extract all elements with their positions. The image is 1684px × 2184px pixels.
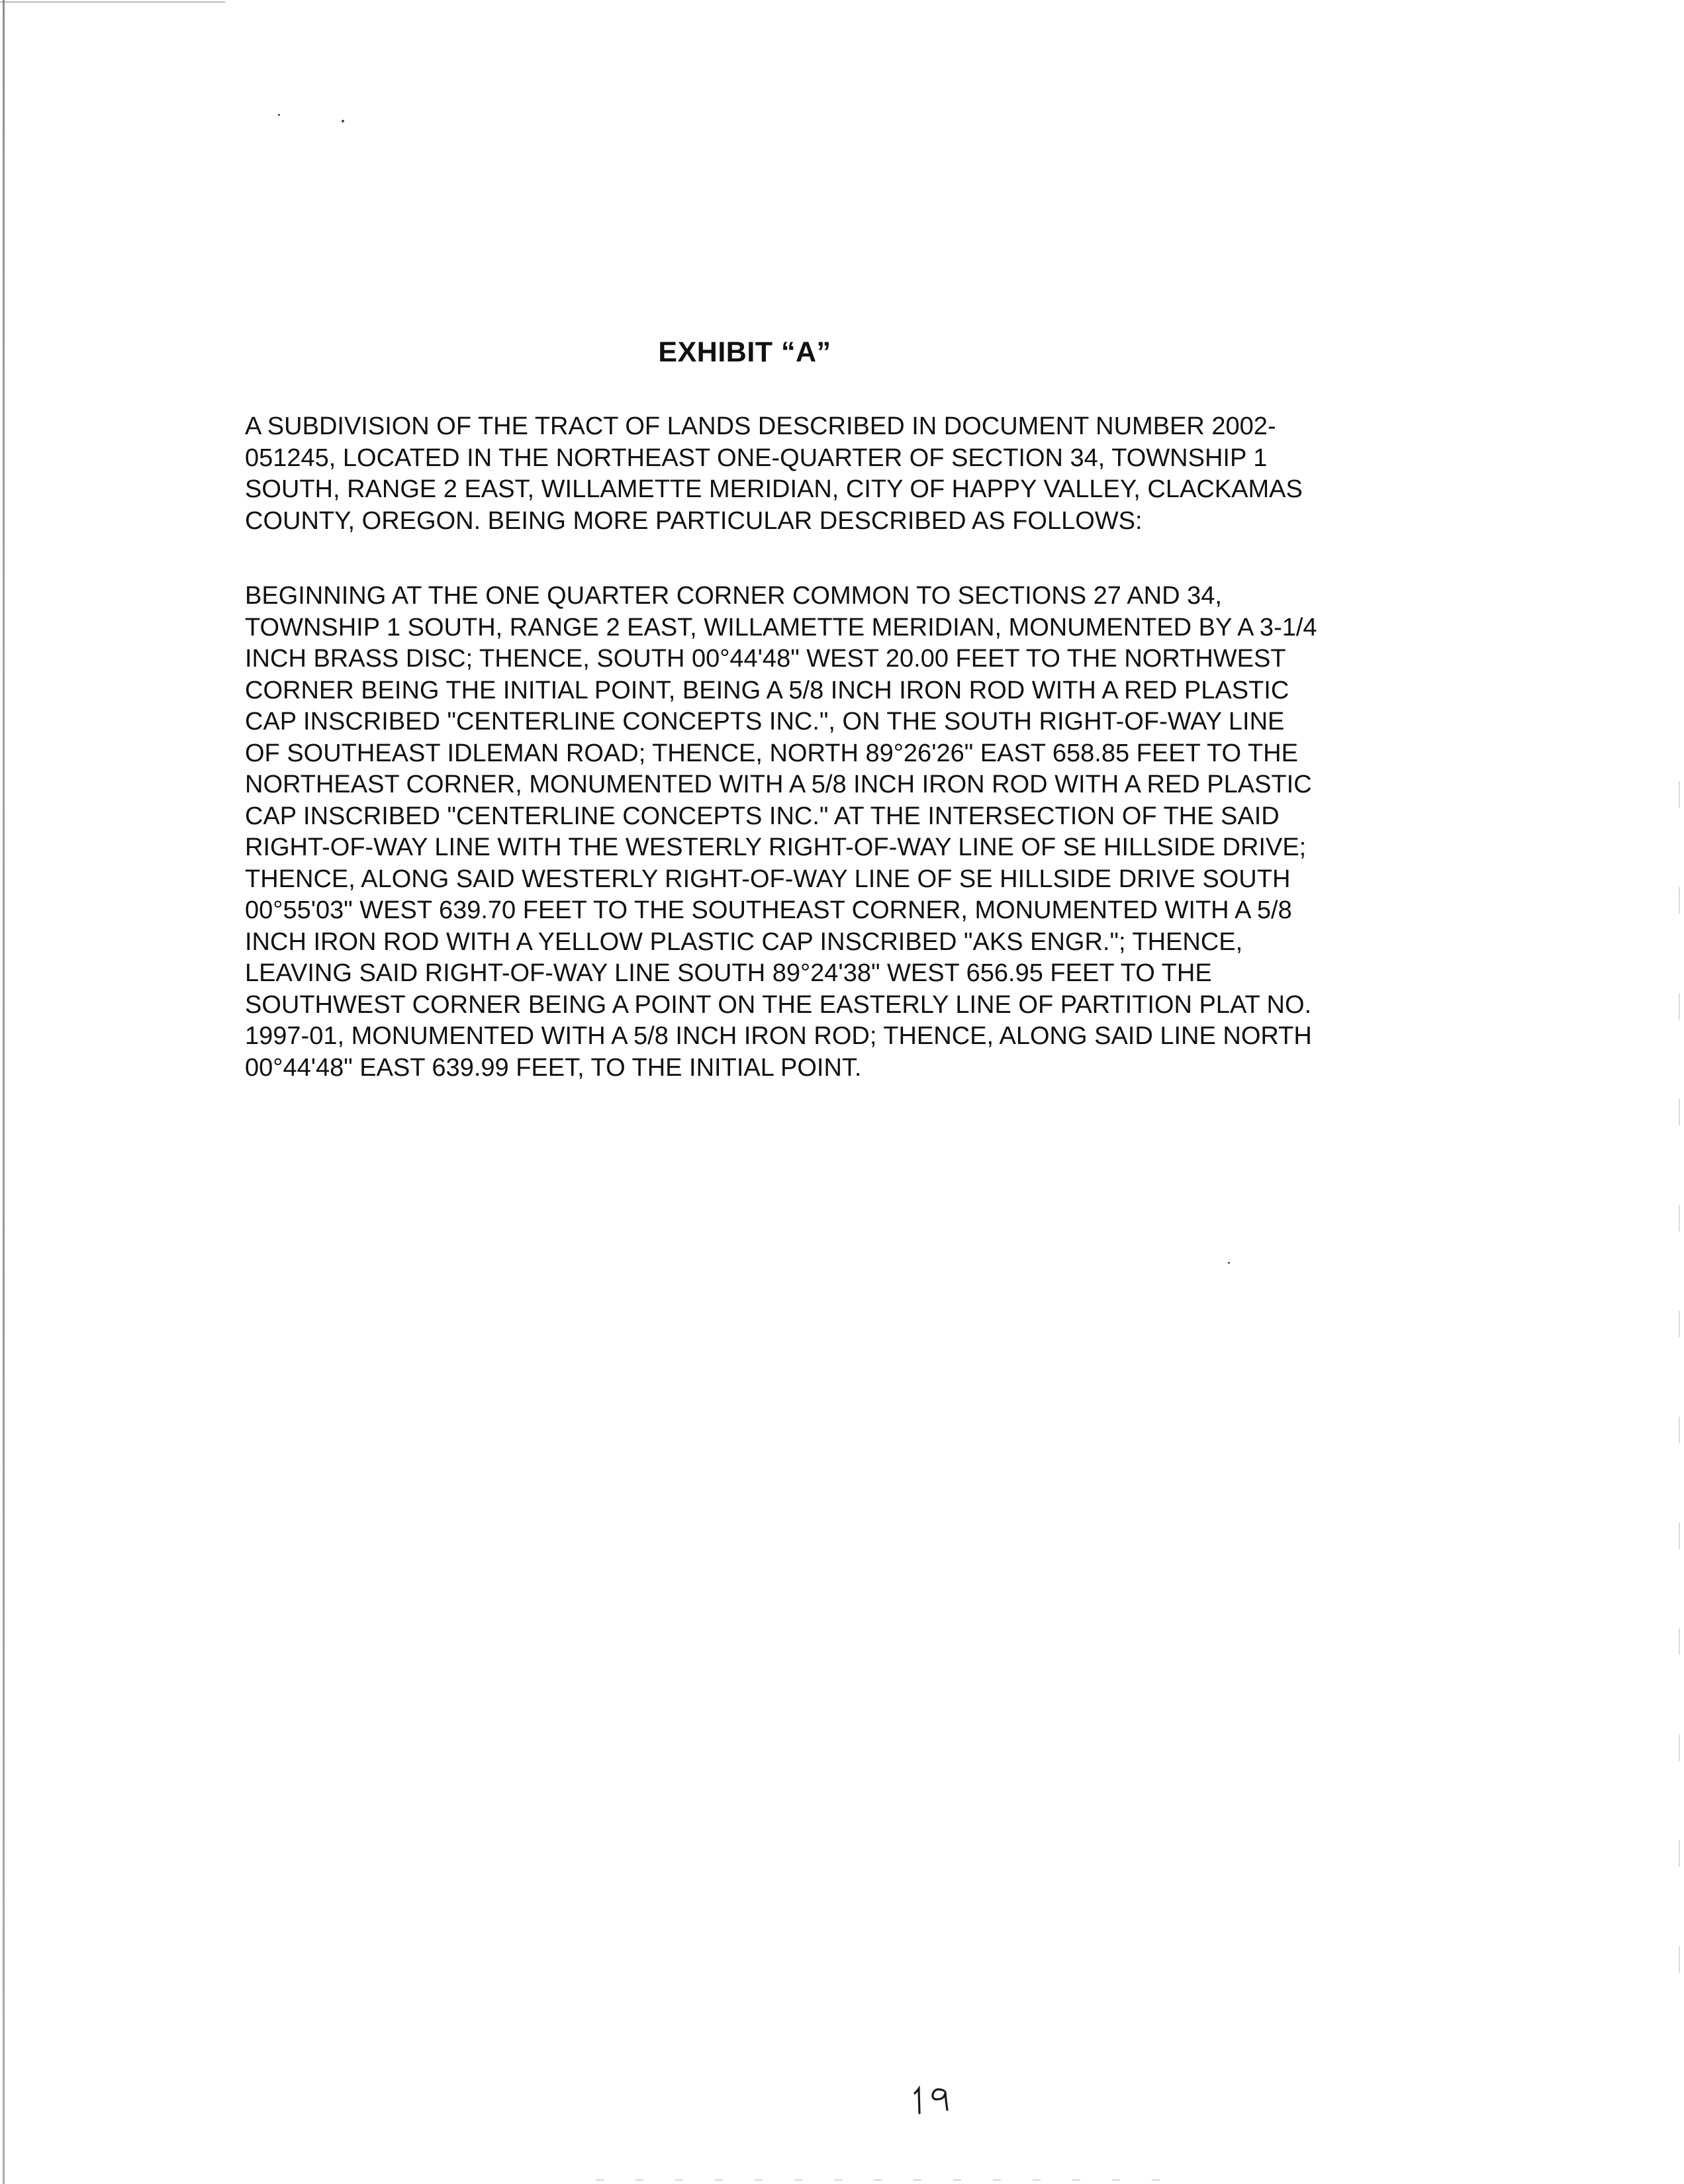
- text-line: INCH IRON ROD WITH A YELLOW PLASTIC CAP INSCRIBED "AKS ENGR."; THENCE,: [245, 927, 1243, 956]
- text-line: THENCE, ALONG SAID WESTERLY RIGHT-OF-WAY LINE OF SE HILLSIDE DRIVE SOUTH: [245, 865, 1291, 893]
- text-line: INCH BRASS DISC; THENCE, SOUTH 00°44'48" WEST 20.00 FEET TO THE NORTHWEST: [245, 645, 1286, 673]
- exhibit-title: EXHIBIT “A”: [658, 336, 831, 368]
- text-line: OF SOUTHEAST IDLEMAN ROAD; THENCE, NORTH 89°26'26" EAST 658.85 FEET TO THE: [245, 739, 1298, 767]
- text-line: CAP INSCRIBED "CENTERLINE CONCEPTS INC.", ON THE SOUTH RIGHT-OF-WAY LINE: [245, 708, 1285, 736]
- text-line: 1997-01, MONUMENTED WITH A 5/8 INCH IRON ROD; THENCE, ALONG SAID LINE NORTH: [245, 1022, 1312, 1050]
- paragraph-metes-and-bounds: [245, 581, 1456, 1084]
- text-line: A SUBDIVISION OF THE TRACT OF LANDS DESCRIBED IN DOCUMENT NUMBER 2002-: [245, 412, 1276, 440]
- scan-speck: [1228, 1262, 1230, 1264]
- scan-edge-right: [1679, 781, 1680, 2039]
- text-line: 051245, LOCATED IN THE NORTHEAST ONE-QUARTER OF SECTION 34, TOWNSHIP 1: [245, 444, 1268, 472]
- text-line: SOUTHWEST CORNER BEING A POINT ON THE EASTERLY LINE OF PARTITION PLAT NO.: [245, 990, 1312, 1019]
- scan-edge-left: [3, 0, 5, 2184]
- text-line: COUNTY, OREGON. BEING MORE PARTICULAR DESCRIBED AS FOLLOWS:: [245, 506, 1143, 535]
- text-line: CAP INSCRIBED "CENTERLINE CONCEPTS INC." AT THE INTERSECTION OF THE SAID: [245, 802, 1280, 830]
- scan-speck: [278, 114, 280, 116]
- text-line: 00°55'03" WEST 639.70 FEET TO THE SOUTHEAST CORNER, MONUMENTED WITH A 5/8: [245, 896, 1292, 924]
- text-line: LEAVING SAID RIGHT-OF-WAY LINE SOUTH 89°24'38" WEST 656.95 FEET TO THE: [245, 959, 1212, 987]
- text-line: CORNER BEING THE INITIAL POINT, BEING A 5/8 INCH IRON ROD WITH A RED PLASTIC: [245, 676, 1289, 704]
- handwritten-page-number: [911, 2079, 964, 2118]
- handwritten-page-number-ink: [911, 2079, 964, 2118]
- text-line: BEGINNING AT THE ONE QUARTER CORNER COMMON TO SECTIONS 27 AND 34,: [245, 582, 1222, 610]
- text-line: NORTHEAST CORNER, MONUMENTED WITH A 5/8 INCH IRON ROD WITH A RED PLASTIC: [245, 771, 1312, 798]
- scan-edge-bottom: [596, 2179, 1192, 2181]
- text-line: RIGHT-OF-WAY LINE WITH THE WESTERLY RIGHT-OF-WAY LINE OF SE HILLSIDE DRIVE;: [245, 833, 1307, 861]
- text-line: TOWNSHIP 1 SOUTH, RANGE 2 EAST, WILLAMETTE MERIDIAN, MONUMENTED BY A 3-1/4: [245, 613, 1317, 641]
- text-line: SOUTH, RANGE 2 EAST, WILLAMETTE MERIDIAN, CITY OF HAPPY VALLEY, CLACKAMAS: [245, 475, 1303, 503]
- scan-speck: [342, 120, 344, 122]
- paragraph-subdivision-description: [245, 411, 1456, 537]
- text-line: 00°44'48" EAST 639.99 FEET, TO THE INITIAL POINT.: [245, 1053, 862, 1082]
- scan-edge-top: [0, 1, 225, 3]
